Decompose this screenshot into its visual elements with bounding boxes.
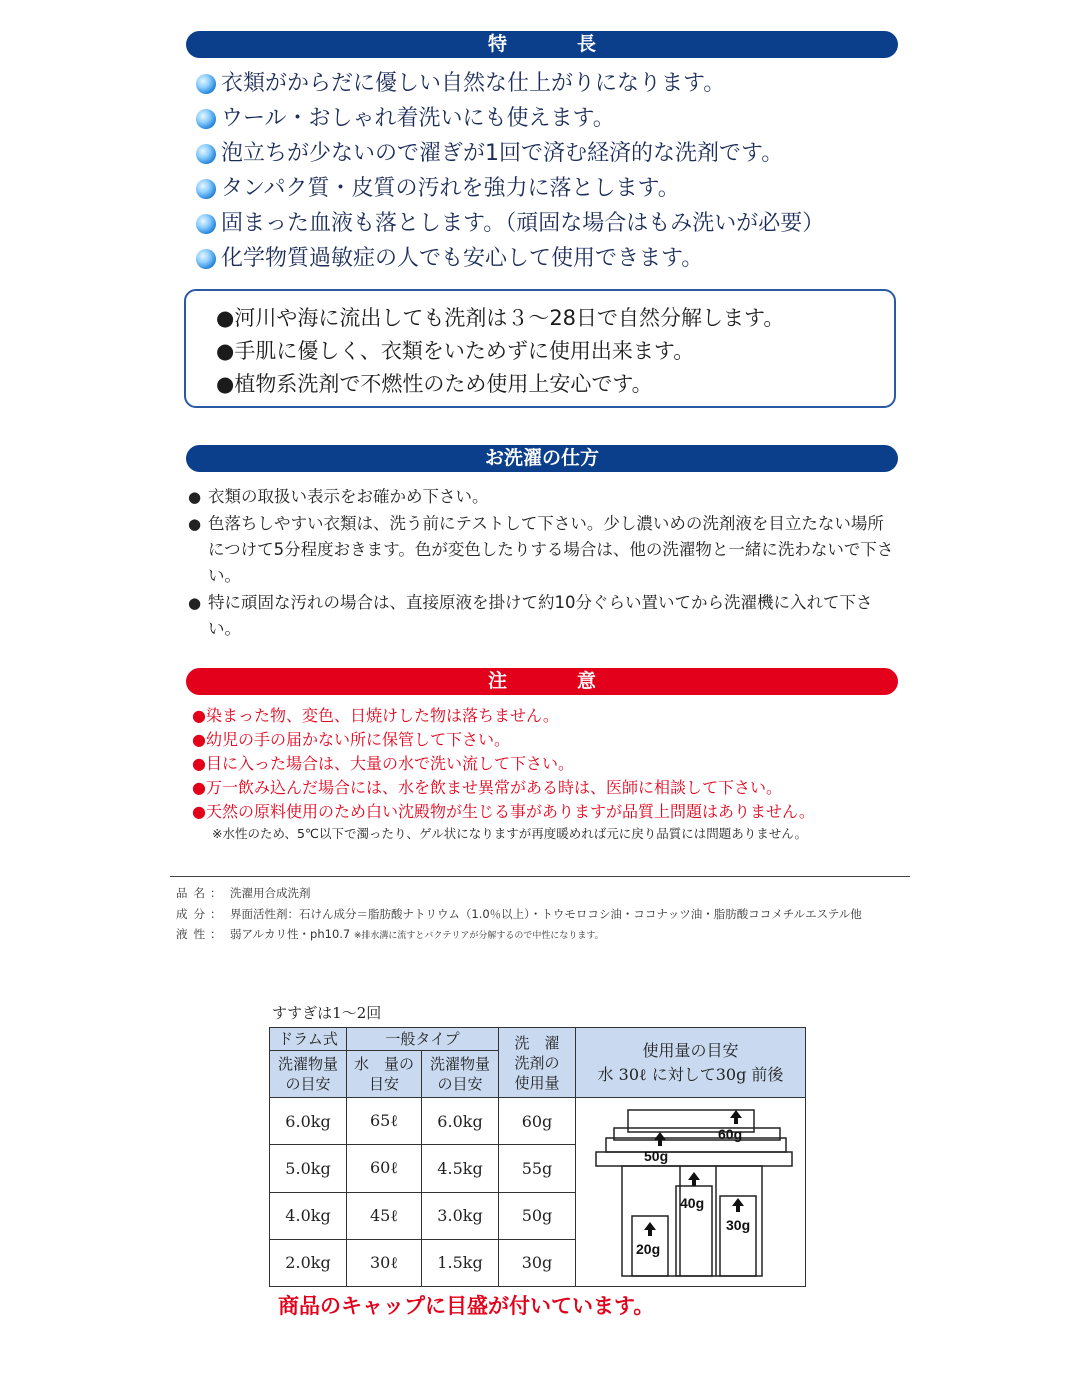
arrow-up-icon bbox=[654, 1132, 666, 1146]
howto-banner bbox=[186, 445, 898, 472]
bullet-icon bbox=[196, 179, 216, 199]
list-item: ●植物系洗剤で不燃性のため使用上安心です。 bbox=[216, 372, 653, 396]
cap-label-30g: 30g bbox=[726, 1217, 751, 1233]
bullet-icon bbox=[196, 144, 216, 164]
cap-label-60g: 60g bbox=[718, 1126, 743, 1142]
table-cell: 50g bbox=[499, 1192, 576, 1239]
list-item: ●目に入った場合は、大量の水で洗い流して下さい。 bbox=[192, 754, 574, 773]
table-cell: 60g bbox=[499, 1098, 576, 1145]
list-item: ● 衣類の取扱い表示をお確かめ下さい。 bbox=[188, 487, 489, 506]
arrow-up-icon bbox=[730, 1110, 742, 1124]
header-detergent: 洗 濯 洗剤の使用量 bbox=[499, 1028, 576, 1098]
caution-list bbox=[192, 704, 932, 824]
header-water: 水 量の目安 bbox=[347, 1051, 422, 1098]
list-item: ● 色落ちしやすい衣類は、洗う前にテストして下さい。少し濃いめの洗剤液を目立たない場所につけて5分程度おきます。色が変色したりする場合は、他の洗濯物と一緒に洗わないで下さい。 bbox=[188, 514, 894, 585]
list-item: ウール・おしゃれ着洗いにも使えます。 bbox=[196, 101, 916, 136]
table-cell: 2.0kg bbox=[270, 1239, 347, 1286]
spec-liquid: 液性： 弱アルカリ性・ph10.7 ※排水溝に流すとバクテリアが分解するので中性になります。 bbox=[176, 927, 604, 941]
table-cell: 60ℓ bbox=[347, 1145, 422, 1192]
howto-title: お洗濯の仕方 bbox=[484, 447, 599, 469]
header-laundry-amount: 洗濯物量の目安 bbox=[270, 1051, 347, 1098]
header-laundry-amount-2: 洗濯物量の目安 bbox=[422, 1051, 499, 1098]
list-item: ●万一飲み込んだ場合には、水を飲ませ異常がある時は、医師に相談して下さい。 bbox=[192, 778, 782, 797]
divider bbox=[170, 876, 910, 877]
features-list bbox=[196, 66, 916, 276]
arrow-up-icon bbox=[688, 1172, 700, 1186]
list-item: 固まった血液も落とします。（頑固な場合はもみ洗いが必要） bbox=[196, 206, 916, 241]
cap-scale-note: 商品のキャップに目盛が付いています。 bbox=[278, 1294, 655, 1318]
eco-info-box bbox=[184, 289, 896, 408]
arrow-up-icon bbox=[644, 1222, 656, 1236]
bullet-icon bbox=[196, 74, 216, 94]
table-cell: 65ℓ bbox=[347, 1098, 422, 1145]
table-cell: 55g bbox=[499, 1145, 576, 1192]
list-item: 泡立ちが少ないので濯ぎが1回で済む経済的な洗剤です。 bbox=[196, 136, 916, 171]
table-cell: 6.0kg bbox=[422, 1098, 499, 1145]
caution-banner bbox=[186, 668, 898, 695]
cap-diagram bbox=[576, 1098, 805, 1282]
list-item: ●天然の原料使用のため白い沈殿物が生じる事がありますが品質上問題はありません。 bbox=[192, 802, 815, 821]
table-cell: 4.0kg bbox=[270, 1192, 347, 1239]
cap-label-50g: 50g bbox=[644, 1148, 669, 1164]
list-item: ●幼児の手の届かない所に保管して下さい。 bbox=[192, 730, 510, 749]
howto-list bbox=[188, 484, 908, 642]
bullet-icon bbox=[196, 249, 216, 269]
bullet-icon bbox=[196, 214, 216, 234]
table-cell: 1.5kg bbox=[422, 1239, 499, 1286]
table-cell: 3.0kg bbox=[422, 1192, 499, 1239]
spec-product: 品名： 洗濯用合成洗剤 bbox=[176, 886, 311, 900]
list-item: タンパク質・皮質の汚れを強力に落とします。 bbox=[196, 171, 916, 206]
list-item: ●染まった物、変色、日焼けした物は落ちません。 bbox=[192, 706, 559, 725]
cap-diagram-cell bbox=[576, 1098, 806, 1287]
list-item: ● 特に頑固な汚れの場合は、直接原液を掛けて約10分ぐらい置いてから洗濯機に入れて下さい。 bbox=[188, 593, 873, 638]
cap-label-40g: 40g bbox=[680, 1195, 705, 1211]
features-title: 特長 bbox=[487, 33, 666, 55]
table-cell: 30ℓ bbox=[347, 1239, 422, 1286]
cap-base bbox=[596, 1152, 792, 1166]
table-cell: 6.0kg bbox=[270, 1098, 347, 1145]
list-item: ●河川や海に流出しても洗剤は３～28日で自然分解します。 bbox=[216, 306, 785, 330]
list-item: 化学物質過敏症の人でも安心して使用できます。 bbox=[196, 241, 916, 276]
table-cell: 30g bbox=[499, 1239, 576, 1286]
caution-title: 注意 bbox=[487, 670, 666, 692]
features-banner bbox=[186, 31, 898, 58]
bullet-icon bbox=[196, 109, 216, 129]
header-drum: ドラム式 bbox=[270, 1028, 347, 1051]
rinse-text: すすぎは1～2回 bbox=[272, 1004, 382, 1022]
table-cell: 45ℓ bbox=[347, 1192, 422, 1239]
caution-note: ※水性のため、5℃以下で濁ったり、ゲル状になりますが再度暖めれば元に戻り品質には問題ありません。 bbox=[212, 826, 807, 841]
spec-ingredients: 成分： 界面活性剤：石けん成分＝脂肪酸ナトリウム（1.0％以上）・トウモロコシ油・ココナッツ油・脂肪酸ココメチルエステル他 bbox=[176, 907, 862, 921]
header-guide: 使用量の目安 水 30ℓ に対して30g 前後 bbox=[576, 1028, 806, 1098]
arrow-up-icon bbox=[732, 1198, 744, 1212]
header-general: 一般タイプ bbox=[347, 1028, 499, 1051]
list-item: ●手肌に優しく、衣類をいためずに使用出来ます。 bbox=[216, 339, 695, 363]
dosage-table bbox=[269, 1027, 806, 1287]
list-item: 衣類がからだに優しい自然な仕上がりになります。 bbox=[196, 66, 916, 101]
table-cell: 5.0kg bbox=[270, 1145, 347, 1192]
cap-label-20g: 20g bbox=[636, 1241, 661, 1257]
table-cell: 4.5kg bbox=[422, 1145, 499, 1192]
